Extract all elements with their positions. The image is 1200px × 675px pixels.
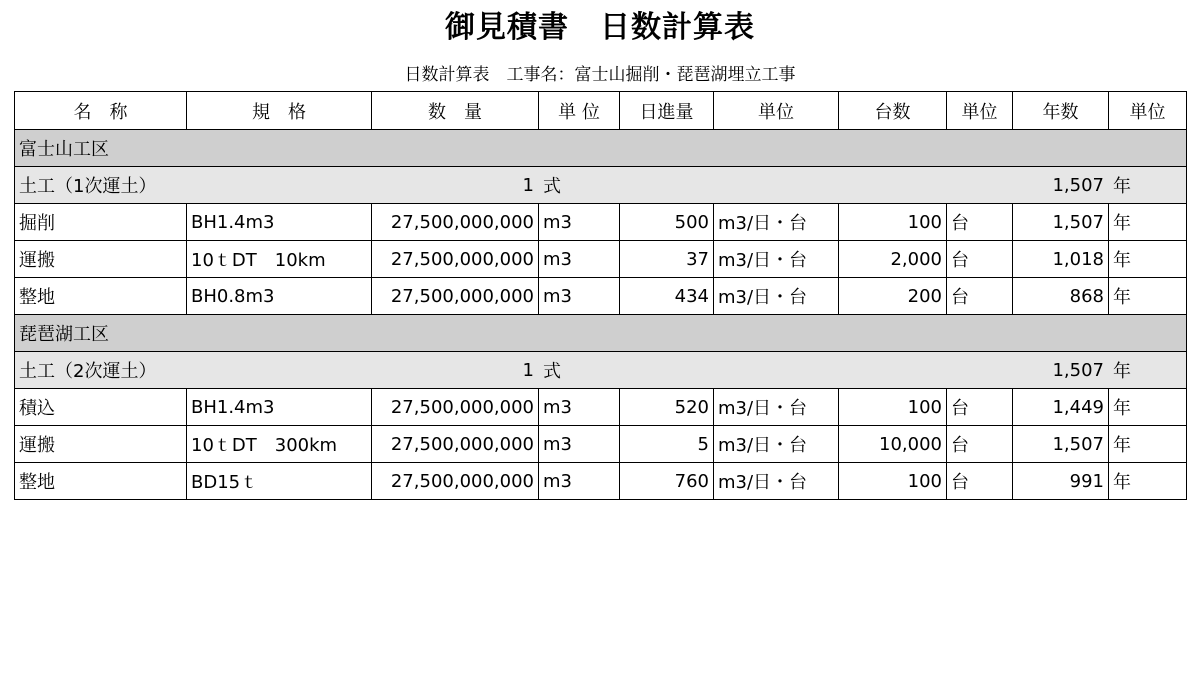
item-machines-unit: 台	[947, 389, 1013, 426]
table-row	[15, 278, 1187, 315]
item-machines: 200	[839, 278, 947, 315]
header-daily-unit: 単位	[714, 92, 839, 130]
item-machines: 100	[839, 389, 947, 426]
day-calculation-table	[14, 91, 1187, 500]
item-unit: m3	[539, 278, 620, 315]
item-machines: 2,000	[839, 241, 947, 278]
item-unit: m3	[539, 204, 620, 241]
header-years: 年数	[1013, 92, 1109, 130]
item-unit: m3	[539, 241, 620, 278]
subtotal-unit: 式	[539, 167, 620, 204]
header-name: 名 称	[15, 92, 187, 130]
item-years-unit: 年	[1109, 241, 1187, 278]
item-daily-output: 500	[620, 204, 714, 241]
subtotal-row	[15, 167, 1187, 204]
item-name: 整地	[15, 278, 187, 315]
item-years-unit: 年	[1109, 278, 1187, 315]
item-daily-output: 5	[620, 426, 714, 463]
item-machines-unit: 台	[947, 463, 1013, 500]
item-spec: BH1.4m3	[187, 204, 372, 241]
item-daily-output: 37	[620, 241, 714, 278]
header-row	[15, 92, 1187, 130]
table-row	[15, 389, 1187, 426]
item-machines: 100	[839, 204, 947, 241]
table-row	[15, 426, 1187, 463]
item-years: 868	[1013, 278, 1109, 315]
item-daily-output: 434	[620, 278, 714, 315]
header-years-unit: 単位	[1109, 92, 1187, 130]
header-machines-unit: 単位	[947, 92, 1013, 130]
section-name: 琵琶湖工区	[15, 315, 187, 352]
header-daily-output: 日進量	[620, 92, 714, 130]
item-daily-unit: m3/日・台	[714, 463, 839, 500]
item-daily-unit: m3/日・台	[714, 426, 839, 463]
item-years: 1,018	[1013, 241, 1109, 278]
section-row	[15, 130, 1187, 167]
item-name: 掘削	[15, 204, 187, 241]
item-name: 運搬	[15, 241, 187, 278]
item-daily-output: 760	[620, 463, 714, 500]
item-daily-unit: m3/日・台	[714, 389, 839, 426]
header-spec: 規 格	[187, 92, 372, 130]
subtotal-years-unit: 年	[1109, 352, 1187, 389]
item-daily-unit: m3/日・台	[714, 241, 839, 278]
item-name: 運搬	[15, 426, 187, 463]
item-machines-unit: 台	[947, 426, 1013, 463]
table-row	[15, 241, 1187, 278]
item-spec: BH0.8m3	[187, 278, 372, 315]
item-spec: BD15ｔ	[187, 463, 372, 500]
subtotal-years: 1,507	[1013, 167, 1109, 204]
item-spec: BH1.4m3	[187, 389, 372, 426]
item-name: 積込	[15, 389, 187, 426]
header-unit: 単 位	[539, 92, 620, 130]
item-unit: m3	[539, 463, 620, 500]
item-quantity: 27,500,000,000	[372, 426, 539, 463]
item-machines-unit: 台	[947, 241, 1013, 278]
subtotal-unit: 式	[539, 352, 620, 389]
item-daily-output: 520	[620, 389, 714, 426]
subtotal-years: 1,507	[1013, 352, 1109, 389]
subtotal-name: 土工（2次運土）	[15, 352, 187, 389]
item-daily-unit: m3/日・台	[714, 278, 839, 315]
header-quantity: 数 量	[372, 92, 539, 130]
subtotal-years-unit: 年	[1109, 167, 1187, 204]
item-years: 1,507	[1013, 204, 1109, 241]
item-years: 1,507	[1013, 426, 1109, 463]
item-machines: 10,000	[839, 426, 947, 463]
item-daily-unit: m3/日・台	[714, 204, 839, 241]
item-years: 991	[1013, 463, 1109, 500]
item-spec: 10ｔDT 10km	[187, 241, 372, 278]
item-years-unit: 年	[1109, 389, 1187, 426]
item-years-unit: 年	[1109, 426, 1187, 463]
section-row	[15, 315, 1187, 352]
subtotal-name: 土工（1次運土）	[15, 167, 187, 204]
subtotal-quantity: 1	[372, 352, 539, 389]
item-unit: m3	[539, 426, 620, 463]
item-quantity: 27,500,000,000	[372, 389, 539, 426]
item-years: 1,449	[1013, 389, 1109, 426]
item-years-unit: 年	[1109, 204, 1187, 241]
item-years-unit: 年	[1109, 463, 1187, 500]
subtotal-quantity: 1	[372, 167, 539, 204]
item-machines-unit: 台	[947, 204, 1013, 241]
item-name: 整地	[15, 463, 187, 500]
page-subtitle: 日数計算表 工事名：富士山掘削・琵琶湖埋立工事	[404, 65, 796, 85]
item-quantity: 27,500,000,000	[372, 204, 539, 241]
item-spec: 10ｔDT 300km	[187, 426, 372, 463]
table-row	[15, 204, 1187, 241]
section-name: 富士山工区	[15, 130, 187, 167]
table-row	[15, 463, 1187, 500]
item-machines-unit: 台	[947, 278, 1013, 315]
item-quantity: 27,500,000,000	[372, 241, 539, 278]
item-quantity: 27,500,000,000	[372, 463, 539, 500]
item-quantity: 27,500,000,000	[372, 278, 539, 315]
item-unit: m3	[539, 389, 620, 426]
header-machines: 台数	[839, 92, 947, 130]
subtotal-row	[15, 352, 1187, 389]
page-title: 御見積書 日数計算表	[445, 10, 755, 45]
item-machines: 100	[839, 463, 947, 500]
